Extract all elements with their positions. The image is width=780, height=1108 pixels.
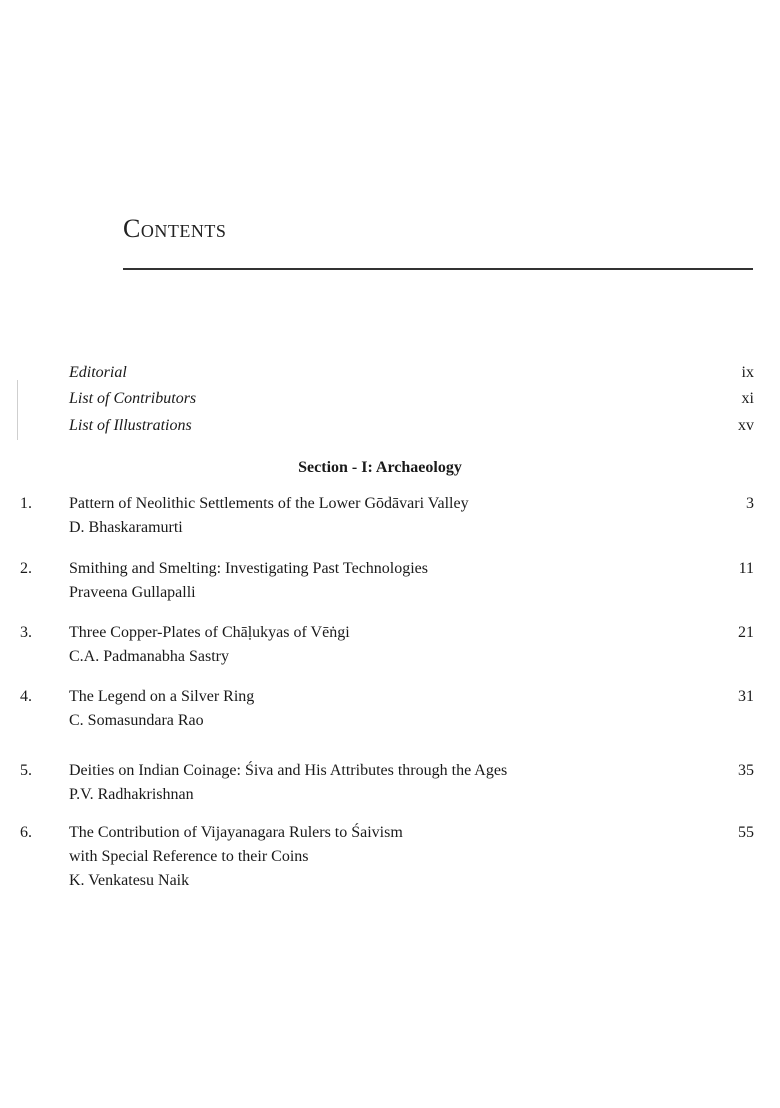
entry-number: 5. (20, 762, 32, 779)
entry-title-continued: with Special Reference to their Coins (69, 848, 309, 865)
entry-number: 1. (20, 495, 32, 512)
entry-author: Praveena Gullapalli (69, 584, 196, 601)
entry-number: 4. (20, 688, 32, 705)
entry-page: 31 (738, 688, 754, 705)
entry-number: 3. (20, 624, 32, 641)
entry-author: C. Somasundara Rao (69, 712, 204, 729)
entry-author: C.A. Padmanabha Sastry (69, 648, 229, 665)
entry-number: 2. (20, 560, 32, 577)
section-heading: Section - I: Archaeology (298, 459, 462, 476)
page-title: Contents (123, 214, 227, 243)
entry-title: Smithing and Smelting: Investigating Past Technologies (69, 560, 429, 577)
front-matter-page: xi (741, 390, 754, 407)
front-matter-page: ix (741, 364, 754, 381)
entry-title: The Legend on a Silver Ring (69, 688, 255, 705)
entry-title: Three Copper-Plates of Chāḷukyas of Vēṅgi (69, 624, 350, 641)
entry-page: 35 (738, 762, 754, 779)
front-matter-item-illustrations[interactable] (69, 417, 754, 435)
entry-title: Pattern of Neolithic Settlements of the Lower Gōdāvari Valley (69, 495, 469, 512)
front-matter-label: List of Illustrations (69, 417, 192, 434)
front-matter-item-contributors[interactable] (69, 390, 754, 408)
margin-mark (17, 380, 18, 440)
title-rule (123, 268, 753, 270)
entry-author: K. Venkatesu Naik (69, 872, 190, 889)
front-matter-item-editorial[interactable] (69, 364, 754, 382)
entry-author: P.V. Radhakrishnan (69, 786, 194, 803)
front-matter-label: List of Contributors (69, 390, 197, 407)
front-matter-page: xv (738, 417, 754, 434)
entry-number: 6. (20, 824, 32, 841)
entry-page: 3 (746, 495, 754, 512)
entry-page: 55 (738, 824, 754, 841)
front-matter-label: Editorial (69, 364, 127, 381)
entry-page: 11 (738, 560, 754, 577)
entry-author: D. Bhaskaramurti (69, 519, 183, 536)
entry-page: 21 (738, 624, 754, 641)
entry-title: Deities on Indian Coinage: Śiva and His Attributes through the Ages (69, 762, 508, 779)
entry-title: The Contribution of Vijayanagara Rulers to Śaivism (69, 824, 403, 841)
